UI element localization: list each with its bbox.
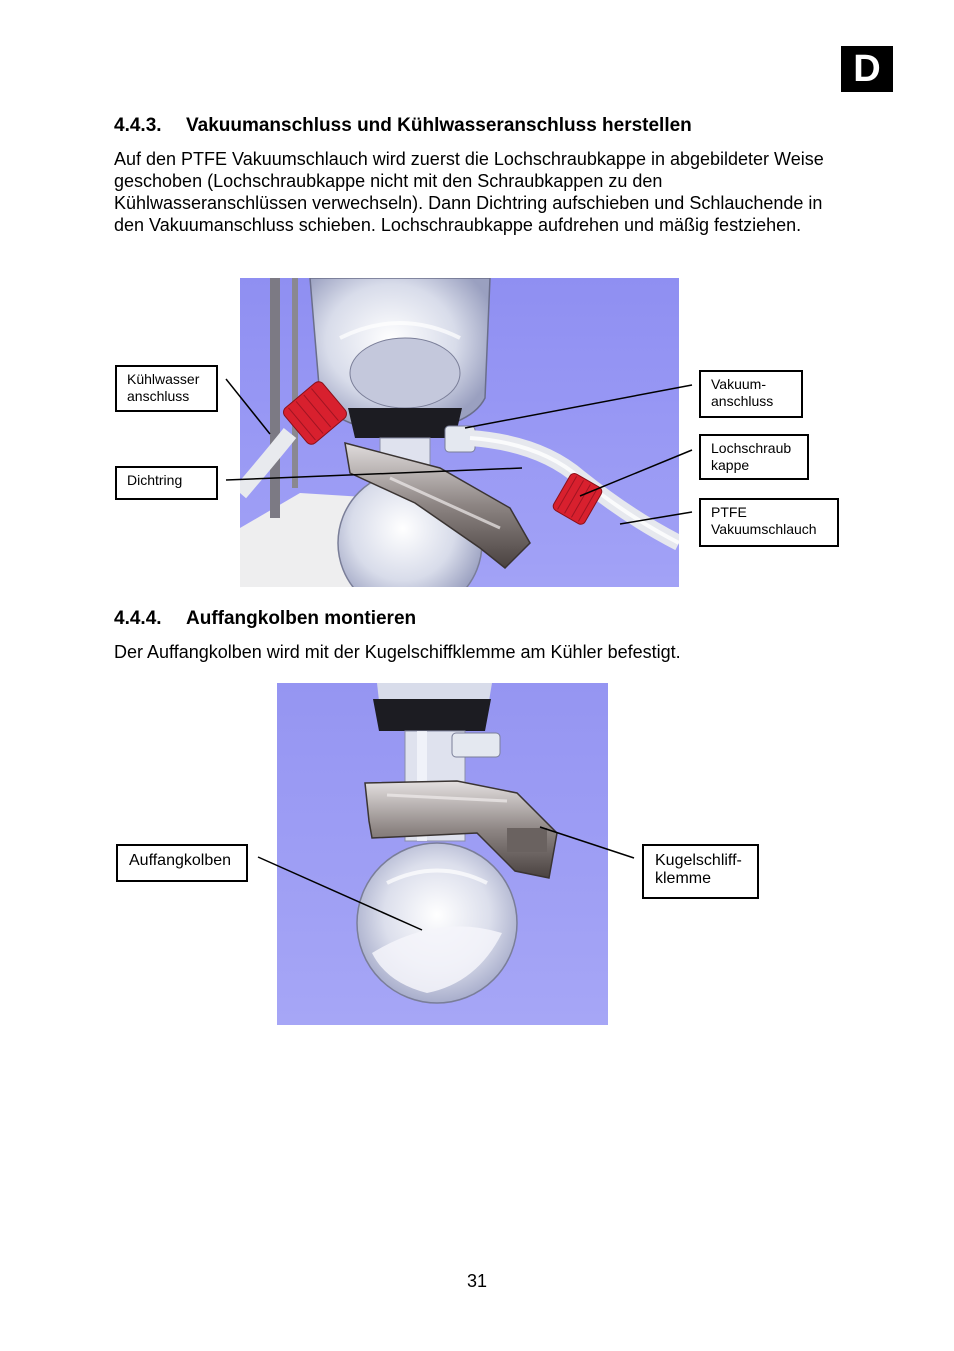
label-auffangkolben: Auffangkolben: [116, 844, 248, 882]
photo-auffangkolben: [277, 683, 608, 1025]
section-paragraph: Der Auffangkolben wird mit der Kugelschiffklemme am Kühler befestigt.: [114, 642, 681, 662]
language-badge: D: [841, 46, 893, 92]
section-number: 4.4.4.: [114, 608, 162, 629]
page-number: 31: [466, 1271, 488, 1291]
label-lochschraubkappe: Lochschraub kappe: [699, 434, 809, 480]
section-title: Auffangkolben montieren: [186, 608, 417, 629]
label-dichtring: Dichtring: [115, 466, 218, 500]
section-number: 4.4.3.: [114, 115, 162, 136]
apparatus-illustration-1: [240, 278, 679, 587]
section-heading-auffangkolben: [114, 608, 416, 630]
label-kugelschliffklemme: Kugelschliff- klemme: [642, 844, 759, 899]
label-kuehlwasseranschluss: Kühlwasser anschluss: [115, 365, 218, 412]
section-title: Vakuumanschluss und Kühlwasseranschluss herstellen: [186, 115, 692, 136]
section-paragraph: Auf den PTFE Vakuumschlauch wird zuerst die Lochschraubkappe in abgebildeter Weise geschoben (Lochschraubkappe nicht mit den Schraubkappen zu den Kühlwasseranschlüssen verwechseln). Dann Dichtring aufschieben und Schlauchende in den Vakuumanschluss schieben. Lochschraubkappe aufdrehen und mäßig festziehen.: [114, 149, 824, 235]
apparatus-illustration-2: [277, 683, 608, 1025]
section-heading-vakuumanschluss: [114, 115, 692, 137]
photo-vakuumanschluss: [240, 278, 679, 587]
label-ptfe-vakuumschlauch: PTFE Vakuumschlauch: [699, 498, 839, 547]
label-vakuumanschluss: Vakuum- anschluss: [699, 370, 803, 418]
